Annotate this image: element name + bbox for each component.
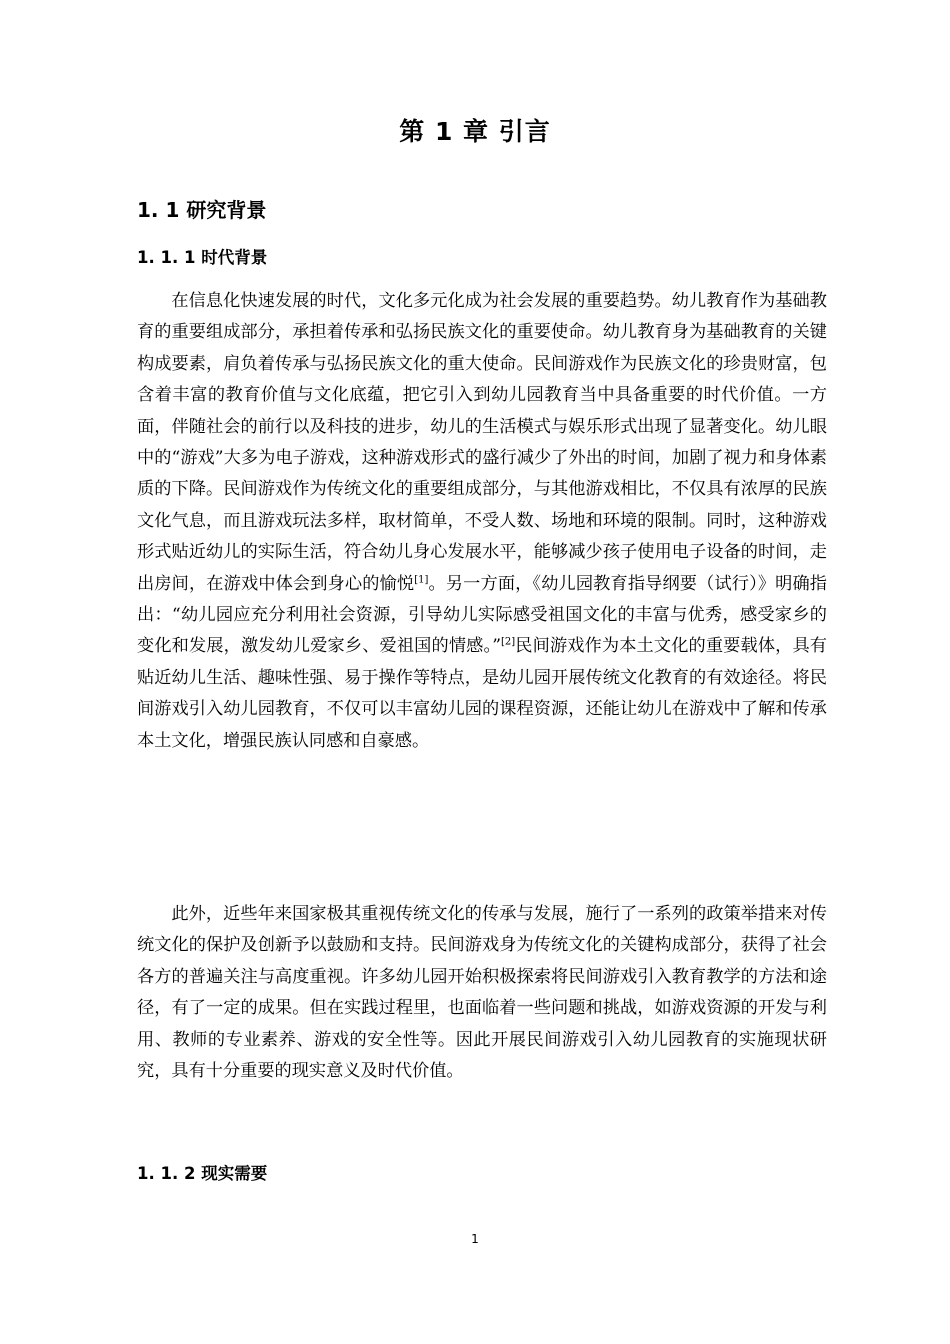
paragraph-1-text-part-2: 。另一方面，《幼儿园教育指导纲要（试行）》明确指出：“幼儿园应充分利用社会资源，引导幼儿实际感受祖国文化的丰富与优秀，感受家乡的变化和发展，激发幼儿爱家乡、爱祖国的情感。” bbox=[137, 573, 827, 657]
section-heading-research-background: 1. 1 研究背景 bbox=[137, 198, 267, 222]
paragraph-1-text-part-3: 民间游戏作为本土文化的重要载体，具有贴近幼儿生活、趣味性强、易于操作等特点，是幼儿园开展传统文化教育的有效途径。将民间游戏引入幼儿园教育，不仅可以丰富幼儿园的课程资源，还能让幼儿在游戏中了解和传承本土文化，增强民族认同感和自豪感。 bbox=[137, 636, 827, 751]
paragraph-1-text-part-1: 在信息化快速发展的时代，文化多元化成为社会发展的重要趋势。幼儿教育作为基础教育的重要组成部分，承担着传承和弘扬民族文化的重要使命。幼儿教育身为基础教育的关键构成要素，肩负着传承与弘扬民族文化的重大使命。民间游戏作为民族文化的珍贵财富，包含着丰富的教育价值与文化底蕴，把它引入到幼儿园教育当中具备重要的时代价值。一方面，伴随社会的前行以及科技的进步，幼儿的生活模式与娱乐形式出现了显著变化。幼儿眼中的“游戏”大多为电子游戏，这种游戏形式的盛行减少了外出的时间，加剧了视力和身体素质的下降。民间游戏作为传统文化的重要组成部分，与其他游戏相比，不仅具有浓厚的民族文化气息，而且游戏玩法多样，取材简单，不受人数、场地和环境的限制。同时，这种游戏形式贴近幼儿的实际生活，符合幼儿身心发展水平，能够减少孩子使用电子设备的时间，走出房间，在游戏中体会到身心的愉悦 bbox=[137, 291, 827, 594]
citation-ref-1[interactable]: [1] bbox=[414, 573, 429, 585]
body-paragraph-2: 此外，近些年来国家极其重视传统文化的传承与发展，施行了一系列的政策举措来对传统文化的保护及创新予以鼓励和支持。民间游戏身为传统文化的关键构成部分，获得了社会各方的普遍关注与高度重视。许多幼儿园开始积极探索将民间游戏引入教育教学的方法和途径，有了一定的成果。但在实践过程里，也面临着一些问题和挑战，如游戏资源的开发与利用、教师的专业素养、游戏的安全性等。因此开展民间游戏引入幼儿园教育的实施现状研究，具有十分重要的现实意义及时代价值。 bbox=[137, 904, 827, 1082]
citation-ref-2[interactable]: [2] bbox=[500, 636, 516, 648]
chapter-title: 第 1 章 引言 bbox=[399, 117, 551, 146]
body-paragraph-1 bbox=[137, 286, 827, 757]
subsection-heading-era-background: 1. 1. 1 时代背景 bbox=[137, 248, 268, 267]
subsection-heading-practical-needs: 1. 1. 2 现实需要 bbox=[137, 1164, 268, 1183]
page-number: 1 bbox=[471, 1232, 479, 1246]
